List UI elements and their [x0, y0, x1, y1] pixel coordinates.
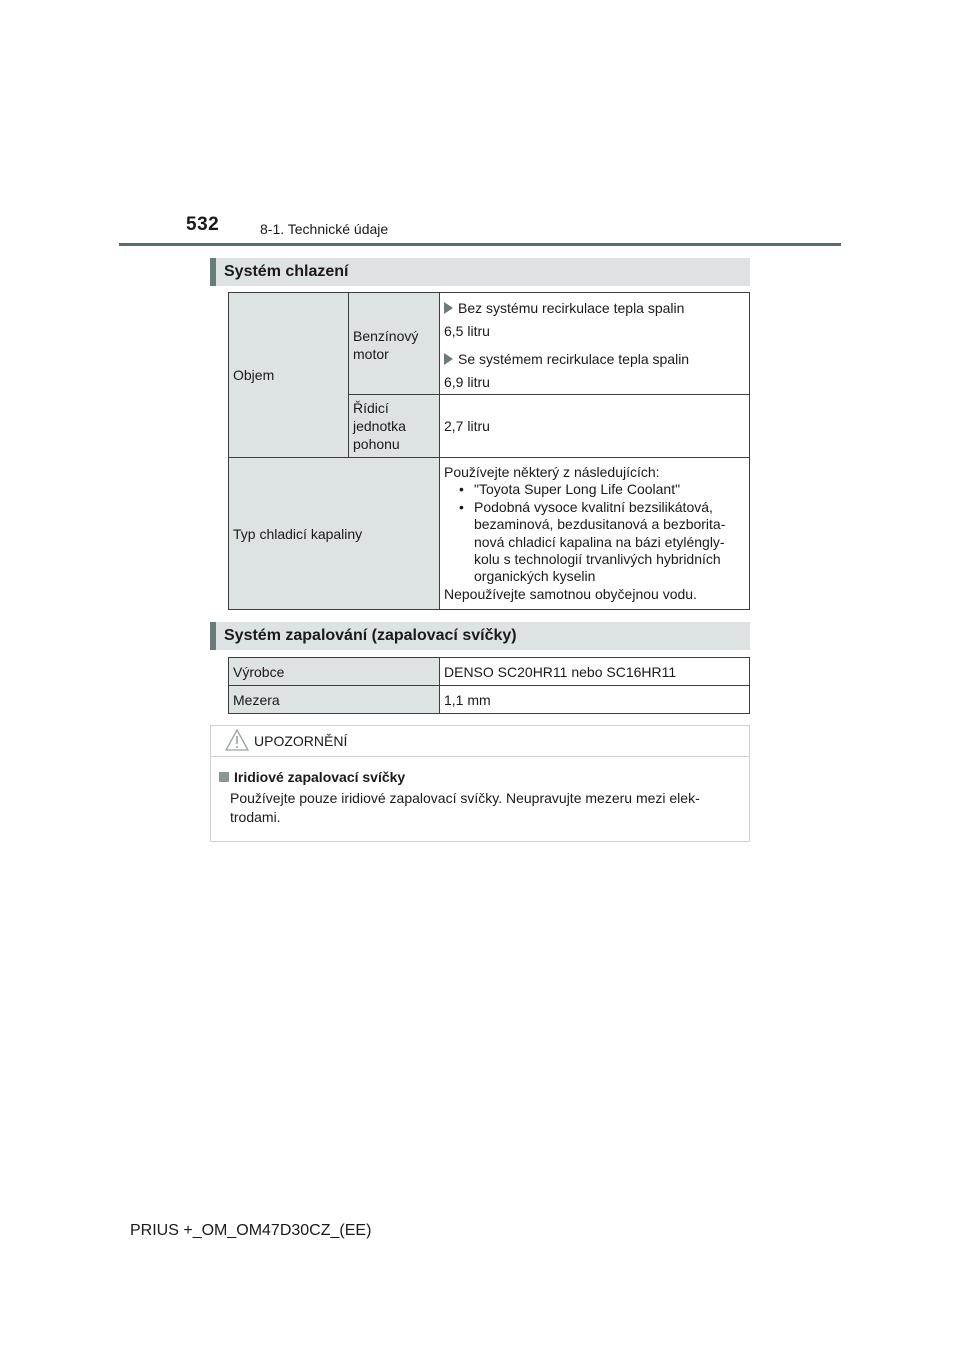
engine-option-1-value: 6,5 litru [444, 323, 490, 339]
table-row [229, 686, 750, 714]
table-row [229, 458, 750, 610]
caution-box [210, 725, 750, 842]
engine-values [440, 293, 750, 395]
gap-value: 1,1 mm [440, 686, 750, 714]
engine-label: Benzínový motor [349, 293, 440, 395]
list-item: • "Toyota Super Long Life Coolant" [444, 481, 745, 498]
header-rule [119, 243, 841, 246]
chapter-title: 8-1. Technické údaje [260, 221, 389, 237]
engine-option-1: Bez systému recirkulace tepla spalin [444, 297, 745, 320]
manufacturer-label: Výrobce [229, 658, 440, 686]
caution-title: UPOZORNĚNÍ [254, 733, 348, 749]
caution-subtitle: Iridiové zapalovací svíčky [219, 769, 405, 785]
triangle-bullet-icon [444, 353, 453, 365]
coolant-intro: Používejte některý z následujících: [444, 463, 660, 480]
caution-header [211, 726, 749, 757]
pcu-label: Řídicí jednotka pohonu [349, 395, 440, 458]
page-number: 532 [186, 214, 220, 235]
volume-label: Objem [229, 293, 349, 458]
ignition-spec-table [228, 657, 750, 714]
table-row [229, 293, 750, 395]
coolant-note: Nepoužívejte samotnou obyčejnou vodu. [444, 585, 697, 602]
square-bullet-icon [219, 772, 229, 782]
coolant-label: Typ chladicí kapaliny [229, 458, 440, 610]
engine-option-2: Se systémem recirkulace tepla spalin [444, 348, 745, 371]
manufacturer-value: DENSO SC20HR11 nebo SC16HR11 [440, 658, 750, 686]
document-code: PRIUS +_OM_OM47D30CZ_(EE) [130, 1222, 372, 1239]
list-item: • Podobná vysoce kvalitní bezsilikátová, bezaminová, bezdusitanová a bezborita- nová chladicí kapalina na bázi etyléngly- kolu s technologií trvanlivých hybridních organických kyselin [444, 499, 745, 586]
section-title-ignition: Systém zapalování (zapalovací svíčky) [210, 622, 750, 650]
table-row [229, 658, 750, 686]
pcu-value: 2,7 litru [440, 395, 750, 458]
coolant-list [444, 481, 745, 585]
triangle-bullet-icon [444, 302, 453, 314]
cooling-spec-table [228, 292, 750, 610]
warning-triangle-icon [225, 729, 249, 751]
engine-option-2-value: 6,9 litru [444, 374, 490, 390]
section-title-cooling: Systém chlazení [210, 258, 750, 286]
coolant-values [440, 458, 750, 610]
caution-body: Používejte pouze iridiové zapalovací svíčky. Neupravujte mezeru mezi elek- trodami. [230, 790, 700, 825]
gap-label: Mezera [229, 686, 440, 714]
